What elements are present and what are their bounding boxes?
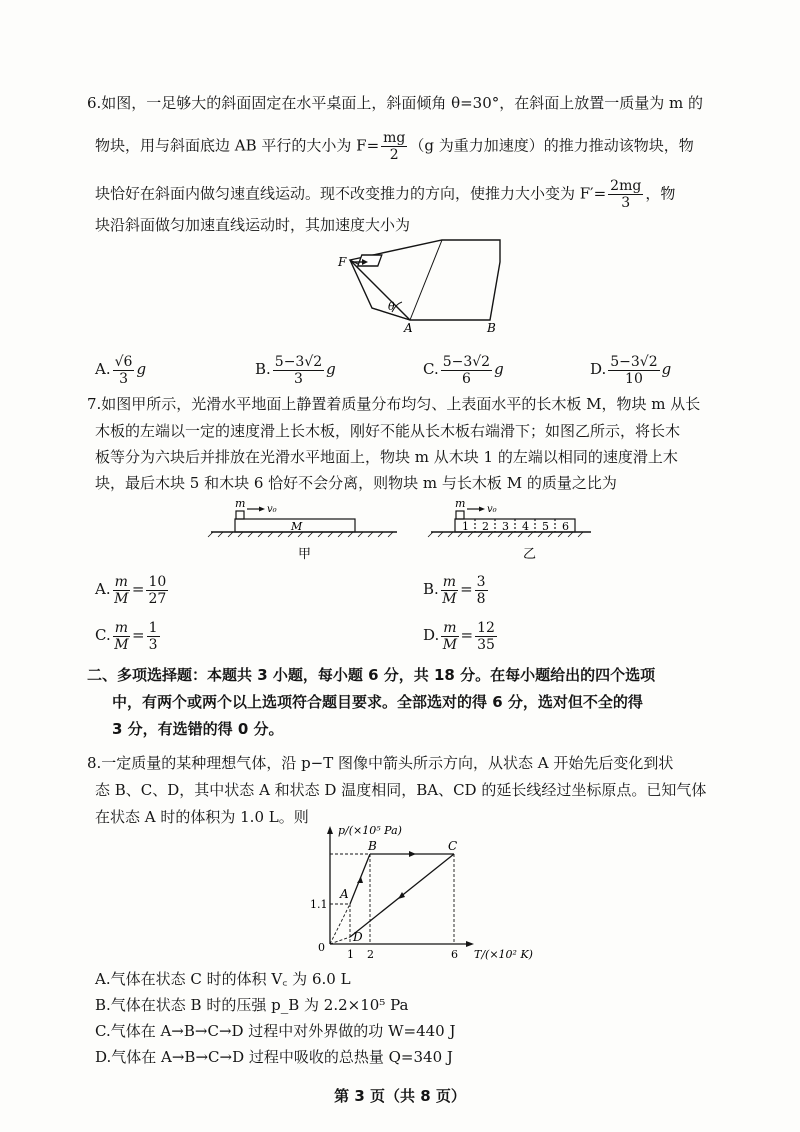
q6-line-2 <box>95 130 694 163</box>
bc-direction-arrow <box>409 851 416 857</box>
fraction-numerator: 1 <box>148 619 158 636</box>
option-label: D. <box>423 626 440 644</box>
x-axis-label: T/(×10² K) <box>474 948 533 961</box>
value-fraction <box>475 574 488 607</box>
fraction-numerator: 2mg <box>610 178 642 194</box>
caption-yi: 乙 <box>523 547 537 562</box>
q7-option-d <box>423 618 499 653</box>
value-fraction <box>147 620 160 653</box>
fraction-numerator: m <box>114 619 128 636</box>
section-2-line-1: 二、多项选择题：本题共 3 小题，每小题 6 分，共 18 分。在每小题给出的四个选项 <box>87 666 656 684</box>
q7-option-c <box>95 618 162 653</box>
q6-option-b <box>255 352 336 387</box>
option-label: A. <box>95 360 111 378</box>
equals-sign: = <box>131 580 145 598</box>
board-figure <box>205 498 595 562</box>
block-m-label-a: m <box>235 498 246 510</box>
point-d-label: D <box>353 930 363 944</box>
ratio-fraction <box>441 620 458 653</box>
y-tick-label: 1.1 <box>310 898 328 911</box>
fraction-numerator: 10 <box>148 573 167 590</box>
q7-line-1: 7.如图甲所示，光滑水平地面上静置着质量分布均匀、上表面水平的长木板 M，物块 m 从长 <box>87 395 701 413</box>
block-m-label-b: m <box>455 498 466 510</box>
q6-force-fraction <box>381 130 407 163</box>
fraction-denominator: M <box>442 590 457 607</box>
option-label: C. <box>423 360 439 378</box>
q6-line-4: 块沿斜面做匀加速直线运动时，其加速度大小为 <box>95 216 411 234</box>
q6-option-a <box>95 352 146 387</box>
q8-option-a: A.气体在状态 C 时的体积 V꜀ 为 6.0 L <box>95 970 351 988</box>
point-c-label: C <box>448 839 458 853</box>
fraction-denominator: M <box>114 636 129 653</box>
fraction-numerator: m <box>443 619 457 636</box>
section-2-line-3: 3 分，有选错的得 0 分。 <box>112 720 284 738</box>
fraction-numerator: mg <box>383 130 406 146</box>
equals-sign: = <box>460 580 473 598</box>
y-axis-label: p/(×10⁵ Pa) <box>338 824 402 837</box>
q6-line-1: 6.如图，一足够大的斜面固定在水平桌面上，斜面倾角 θ=30°，在斜面上放置一质量为 m 的 <box>87 94 704 112</box>
fraction-denominator: 35 <box>477 636 495 653</box>
x-axis-arrow <box>466 941 474 947</box>
theta-label: θ <box>388 300 395 313</box>
q6-line-2a: 物块，用与斜面底边 AB 平行的大小为 F= <box>95 136 380 155</box>
small-block-b <box>456 511 464 519</box>
block-on-incline <box>358 255 382 266</box>
option-fraction <box>113 354 135 387</box>
block-4-label: 4 <box>522 520 529 533</box>
fraction-denominator: 27 <box>148 590 167 607</box>
q6-new-force-fraction <box>608 178 643 211</box>
fraction-numerator: 3 <box>476 573 486 590</box>
q8-line-3: 在状态 A 时的体积为 1.0 L。则 <box>95 808 309 826</box>
option-label: B. <box>255 360 271 378</box>
fraction-denominator: 8 <box>476 590 486 607</box>
option-label: C. <box>95 626 111 644</box>
q6-line-3a: 块恰好在斜面内做匀速直线运动。现不改变推力的方向，使推力大小变为 F′= <box>95 184 607 203</box>
option-label: A. <box>95 580 111 598</box>
ba-extension <box>330 904 350 944</box>
q7-option-a <box>95 572 170 607</box>
block-1-label: 1 <box>462 520 469 533</box>
ratio-fraction <box>113 574 130 607</box>
value-fraction <box>475 620 497 653</box>
fraction-denominator: 3 <box>621 195 631 211</box>
q6-line-3 <box>95 178 675 211</box>
fraction-denominator: M <box>442 636 458 653</box>
x-tick-6: 6 <box>451 948 458 961</box>
x-tick-2: 2 <box>367 948 374 961</box>
block-3-label: 3 <box>502 520 509 533</box>
option-fraction <box>441 354 492 387</box>
point-a-label: A <box>340 887 349 901</box>
fraction-numerator: 5−3√2 <box>610 353 658 370</box>
force-label: F <box>338 255 347 269</box>
q6-option-d <box>590 352 671 387</box>
v0-label-b: v₀ <box>487 504 497 515</box>
fraction-denominator: 10 <box>625 370 643 387</box>
incline-edge <box>410 240 442 320</box>
board-m-label: M <box>291 520 303 533</box>
option-fraction <box>273 354 324 387</box>
q7-line-3: 板等分为六块后并排放在光滑水平地面上，物块 m 从木块 1 的左端以相同的速度滑上木 <box>95 448 678 466</box>
option-tail: g <box>494 360 504 378</box>
q7-line-2: 木板的左端以一定的速度滑上长木板，刚好不能从长木板右端滑下；如图乙所示，将长木 <box>95 422 681 440</box>
q6-line-2b: （g 为重力加速度）的推力推动该物块，物 <box>409 136 694 155</box>
fraction-denominator: 3 <box>119 370 128 387</box>
x-tick-1: 1 <box>347 948 354 961</box>
value-fraction <box>146 574 168 607</box>
block-2-label: 2 <box>482 520 489 533</box>
origin-label: 0 <box>318 941 325 954</box>
q8-option-d: D.气体在 A→B→C→D 过程中吸收的总热量 Q=340 J <box>95 1048 453 1066</box>
pt-graph <box>298 820 538 965</box>
option-tail: g <box>136 360 147 378</box>
fraction-numerator: √6 <box>114 353 133 370</box>
block-5-label: 5 <box>542 520 549 533</box>
q6-option-c <box>423 352 504 387</box>
arrow-head-a <box>259 507 265 512</box>
incline-figure <box>330 238 520 334</box>
q8-line-1: 8.一定质量的某种理想气体，沿 p−T 图像中箭头所示方向，从状态 A 开始先后变化到状 <box>87 754 674 772</box>
fraction-numerator: 5−3√2 <box>442 353 491 370</box>
point-a-label: A <box>404 321 413 334</box>
q6-line-3b: ，物 <box>645 184 676 203</box>
fraction-numerator: m <box>442 573 457 590</box>
option-tail: g <box>661 360 672 378</box>
v0-label-a: v₀ <box>267 504 277 515</box>
fraction-numerator: 5−3√2 <box>274 353 323 370</box>
fraction-denominator: M <box>114 590 129 607</box>
equals-sign: = <box>460 626 474 644</box>
fraction-numerator: 12 <box>477 619 495 636</box>
ratio-fraction <box>113 620 130 653</box>
fraction-numerator: m <box>114 573 128 590</box>
caption-jia: 甲 <box>298 547 312 562</box>
page-footer: 第 3 页（共 8 页） <box>334 1087 466 1105</box>
arrow-head-b <box>479 507 485 512</box>
block-6-label: 6 <box>562 520 569 533</box>
y-axis-arrow <box>327 826 333 834</box>
q8-option-b: B.气体在状态 B 时的压强 p_B 为 2.2×10⁵ Pa <box>95 996 409 1014</box>
q7-option-b <box>423 572 490 607</box>
small-block-a <box>236 511 244 519</box>
fraction-denominator: 3 <box>294 370 303 387</box>
option-label: D. <box>590 360 607 378</box>
cd-direction-arrow <box>398 892 405 899</box>
fraction-denominator: 6 <box>461 370 471 387</box>
fraction-denominator: 2 <box>389 147 399 163</box>
section-2-line-2: 中，有两个或两个以上选项符合题目要求。全部选对的得 6 分，选对但不全的得 <box>112 693 643 711</box>
ratio-fraction <box>441 574 458 607</box>
q7-line-4: 块，最后木块 5 和木块 6 恰好不会分离，则物块 m 与长木板 M 的质量之比为 <box>95 474 617 492</box>
equals-sign: = <box>132 626 145 644</box>
option-label: B. <box>423 580 439 598</box>
point-b-label: B <box>368 839 377 853</box>
option-tail: g <box>326 360 336 378</box>
point-b-label: B <box>487 321 496 334</box>
option-fraction <box>608 354 659 387</box>
q8-option-c: C.气体在 A→B→C→D 过程中对外界做的功 W=440 J <box>95 1022 456 1040</box>
q8-line-2: 态 B、C、D，其中状态 A 和状态 D 温度相同，BA、CD 的延长线经过坐标原点。已知气体 <box>95 781 707 799</box>
fraction-denominator: 3 <box>148 636 158 653</box>
